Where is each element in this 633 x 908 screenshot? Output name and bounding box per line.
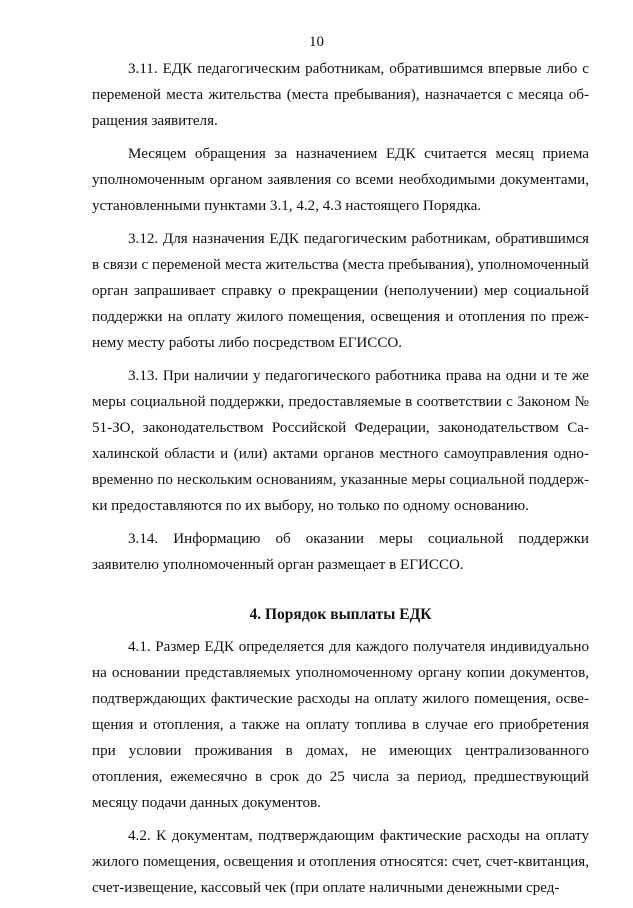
document-body: [92, 56, 589, 908]
paragraph-3-11: 3.11. ЕДК педагогическим работникам, обратившимся впервые либо с переменой места жительства (места пребывания), назначается с месяца обращения заявителя.: [92, 61, 589, 129]
paragraph-application-month: Месяцем обращения за назначением ЕДК считается месяц приема уполномоченным органом заявления со всеми необходимыми документами, установленными пунктами 3.1, 4.2, 4.3 настоящего Порядка.: [92, 146, 589, 214]
paragraph-3-14: 3.14. Информацию об оказании меры социальной поддержки заявителю уполномоченный орган размещает в ЕГИССО.: [92, 531, 589, 573]
page-number: 10: [309, 34, 324, 50]
section-title: 4. Порядок выплаты ЕДК: [249, 606, 432, 623]
paragraph-4-1: 4.1. Размер ЕДК определяется для каждого получателя индивидуально на основании представляемых уполномоченному органу копии документов, подтверждающих фактические расходы на оплату жилого помещения, освещения и отопления, а также на оплату топлива в случае его приобретения при условии проживания в домах, не имеющих централизованного отопления, ежемесячно в срок до 25 числа за период, предшествующий месяцу подачи данных документов.: [92, 639, 589, 811]
paragraph-3-13: 3.13. При наличии у педагогического работника права на одни и те же меры социальной поддержки, предоставляемые в соответствии с Законом № 51-ЗО, законодательством Российской Федерации, законодательством Сахалинской области и (или) актами органов местного самоуправления одновременно по нескольким основаниям, указанные меры социальной поддержки предоставляются по их выбору, но только по одному основанию.: [92, 368, 589, 514]
paragraph-3-12: 3.12. Для назначения ЕДК педагогическим работникам, обратившимся в связи с переменой места жительства (места пребывания), уполномоченный орган запрашивает справку о прекращении (неполучении) мер социальной поддержки на оплату жилого помещения, освещения и отопления по прежнему месту работы либо посредством ЕГИССО.: [92, 231, 589, 351]
paragraph-4-2: 4.2. К документам, подтверждающим фактические расходы на оплату жилого помещения, освещения и отопления относятся: счет, счет-квитанция, счет-извещение, кассовый чек (при оплате наличными денежными сред-: [92, 828, 589, 896]
